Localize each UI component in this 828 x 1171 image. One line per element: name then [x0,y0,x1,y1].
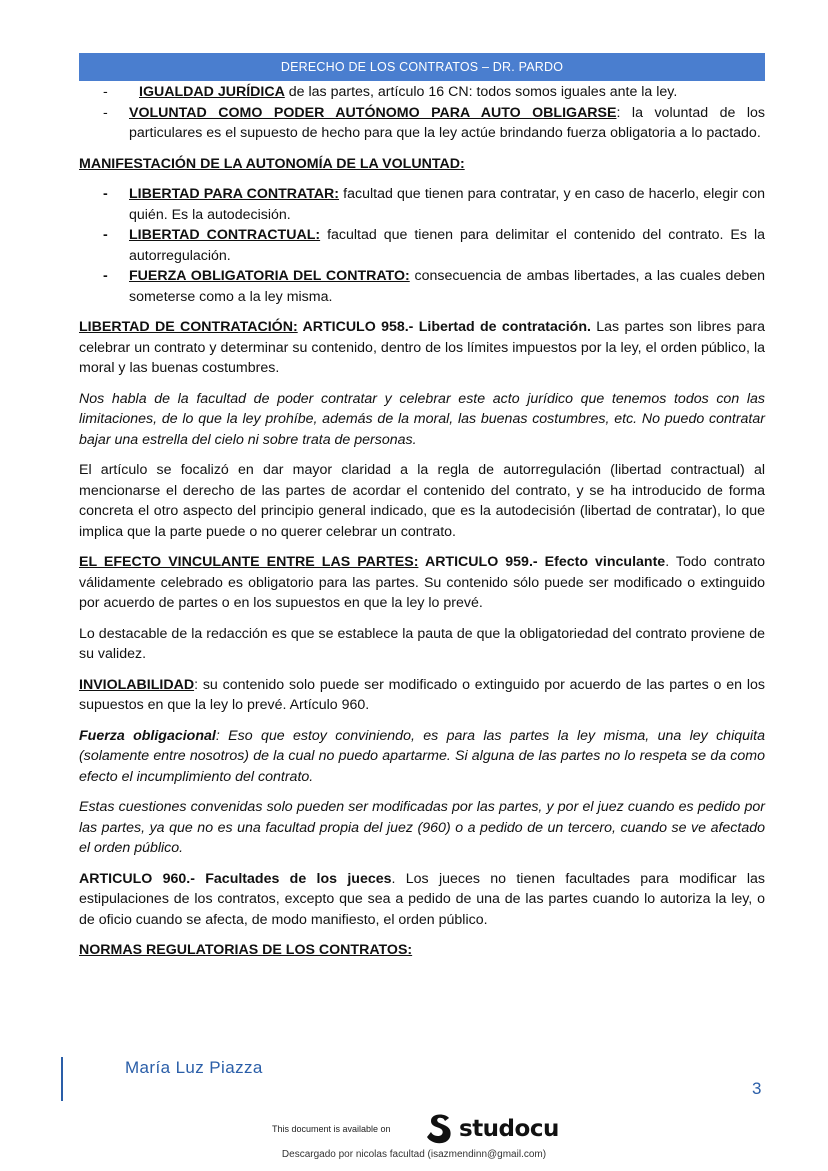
footer-author: María Luz Piazza [125,1058,263,1077]
list-item-term: VOLUNTAD COMO PODER AUTÓNOMO PARA AUTO OBLIGARSE [129,104,617,121]
list-item-term: LIBERTAD PARA CONTRATAR: [129,186,340,202]
studocu-logo[interactable] [425,1111,559,1147]
availability-text: This document is available on [272,1124,391,1134]
list-item [79,266,765,307]
list-item-text: facultad que tienen para contratar, y en caso de hacerlo, elegir con quién. Es la autodecisión. [129,186,765,223]
list-item-term: LIBERTAD CONTRACTUAL: [129,227,321,243]
paragraph-inviolabilidad: INVIOLABILIDAD: su contenido solo puede ser modificado o extinguido por acuerdo de las partes o en los supuestos en que la ley lo prevé. Artículo 960. [79,676,765,713]
principles-list [79,82,765,144]
paragraph-efecto-vinculante: EL EFECTO VINCULANTE ENTRE LAS PARTES: ARTICULO 959.- Efecto vinculante. Todo contrato válidamente celebrado es obligatorio para las partes. Su contenido sólo puede ser modificado o extinguido por acuerdo de partes o en los supuestos en que la ley lo prevé. [79,554,765,611]
list-item-text: de las partes, artículo 16 CN: todos somos iguales ante la ley. [284,84,678,100]
list-marker: - [103,227,108,243]
paragraph-libertad-contratacion: LIBERTAD DE CONTRATACIÓN: ARTICULO 958.- Libertad de contratación. Las partes son libres para celebrar un contrato y determinar su contenido, dentro de los límites impuestos por la ley, el orden público, la moral y las buenas costumbres. [79,319,765,376]
list-item-term: IGUALDAD JURÍDICA [139,84,285,100]
list-item-text: facultad que tienen para delimitar el contenido del contrato. Es la autorregulación. [129,227,765,264]
list-marker: - [103,268,108,284]
list-marker: - [103,84,108,100]
list-item [79,184,765,225]
manifestation-list [79,184,765,307]
list-marker: - [103,186,108,202]
paragraph-articulo-960: ARTICULO 960.- Facultades de los jueces. Los jueces no tienen facultades para modificar las estipulaciones de los contratos, excepto que sea a pedido de una de las partes cuando lo autoriza la ley, o de oficio cuando se afecta, de modo manifiesto, el orden público. [79,870,765,928]
paragraph-fuerza-obligacional: Fuerza obligacional: Eso que estoy conviniendo, es para las partes la ley misma, una ley chiquita (solamente entre nosotros) de la cual no puedo apartarme. Si alguna de las partes no lo respeta se da como efecto el incumplimiento del contrato. [79,727,765,785]
list-item [79,82,765,103]
page-number: 3 [752,1079,762,1098]
document-header-title: DERECHO DE LOS CONTRATOS – DR. PARDO [280,60,564,74]
list-item [79,103,765,144]
paragraph-commentary: Nos habla de la facultad de poder contratar y celebrar este acto jurídico que tenemos todos con las limitaciones, de lo que la ley prohíbe, además de la moral, las buenas costumbres, etc. No puedo contratar bajar una estrella del cielo ni sobre trata de personas. [79,390,765,448]
paragraph-article-analysis: El artículo se focalizó en dar mayor claridad a la regla de autorregulación (libertad contractual) al mencionarse el derecho de las partes de acordar el contenido del contrato, y se ha introducido de forma concreta el otro aspecto del principio general indicado, que es la autodecisión (libertad de contratar), lo que implica que la parte puede o no querer celebrar un contrato. [79,462,765,540]
footer-divider [61,1057,63,1101]
list-item-text: consecuencia de ambas libertades, a las cuales deben someterse como a la ley misma. [129,268,766,305]
list-item-term: FUERZA OBLIGATORIA DEL CONTRATO: [129,268,410,284]
paragraph-obligatoriedad: Lo destacable de la redacción es que se establece la pauta de que la obligatoriedad del contrato proviene de su validez. [79,625,765,662]
list-item-text: : la voluntad de los particulares es el supuesto de hecho para que la ley actúe brindando fuerza obligatoria a lo pactado. [129,104,765,141]
document-body [79,82,765,971]
studocu-s-icon [425,1112,455,1146]
paragraph-cuestiones-convenidas: Estas cuestiones convenidas solo pueden ser modificadas por las partes, y por el juez cuando es pedido por las partes, ya que no es una facultad propia del juez (960) o a pedido de un tercero, cuando se ve afectado el orden público. [79,799,765,856]
document-header-bar [79,53,765,81]
list-item [79,225,765,266]
section-heading: MANIFESTACIÓN DE LA AUTONOMÍA DE LA VOLUNTAD: [79,155,465,172]
section-heading: NORMAS REGULATORIAS DE LOS CONTRATOS: [79,942,413,958]
list-marker: - [103,104,108,121]
studocu-wordmark: studocu [459,1116,559,1142]
download-notice: Descargado por nicolas facultad (isazmendinn@gmail.com) [281,1149,547,1160]
